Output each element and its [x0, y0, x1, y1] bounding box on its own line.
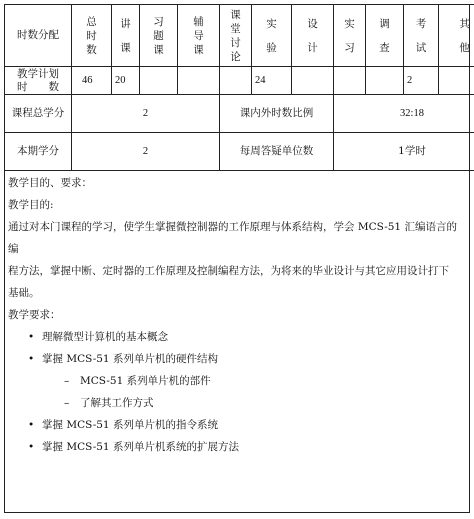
- bullet-icon: •: [28, 331, 35, 343]
- header-cell-allocation: [5, 5, 72, 67]
- goal-subheading: 教学目的:: [8, 199, 54, 211]
- header-char: 导: [193, 29, 204, 42]
- ratio-value: 32:18: [334, 95, 474, 133]
- bullet-icon: •: [28, 353, 35, 365]
- total-credits-value: 2: [72, 95, 220, 133]
- plan-cell-tutoring: [178, 67, 220, 95]
- header-char: 时: [86, 29, 97, 42]
- header-char: 讨: [230, 36, 241, 49]
- header-char: 查: [379, 41, 390, 54]
- list-item: [8, 370, 464, 392]
- header-char: 论: [230, 50, 241, 63]
- header-char: 实: [266, 17, 277, 30]
- total-credits-label: 课程总学分: [5, 95, 72, 133]
- header-char: 习: [344, 41, 355, 54]
- header-cell-practice: [334, 5, 366, 67]
- bullet-icon: •: [28, 441, 35, 453]
- plan-cell-exam: 2: [404, 67, 439, 95]
- plan-cell-discussion: [220, 67, 252, 95]
- plan-hours-label: [5, 67, 72, 95]
- header-char: 总: [86, 15, 97, 28]
- plan-cell-practice: [334, 67, 366, 95]
- plan-label-line: 时 数: [17, 80, 59, 93]
- plan-label-line: 教学计划: [17, 67, 59, 80]
- header-row: [5, 5, 474, 67]
- term-row: [5, 133, 474, 171]
- list-item-text: 掌握 MCS-51 系列单片机系统的扩展方法: [42, 441, 239, 453]
- list-item-text: 掌握 MCS-51 系列单片机的硬件结构: [42, 353, 218, 365]
- header-cell-design: [292, 5, 334, 67]
- header-cell-lecture: [112, 5, 140, 67]
- list-item-text: 理解微型计算机的基本概念: [42, 331, 168, 343]
- list-item: [8, 348, 464, 370]
- plan-cell-total: 46: [72, 67, 112, 95]
- header-char: 调: [379, 17, 390, 30]
- header-cell-total: [72, 5, 112, 67]
- header-char: 考: [415, 17, 427, 30]
- dash-icon: –: [64, 397, 70, 409]
- plan-cell-experiment: 24: [252, 67, 292, 95]
- header-char: 设: [307, 17, 318, 30]
- goal-text-line: 程方法，掌握中断、定时器的工作原理及控制编程方法，为将来的毕业设计与其它应用设计打下: [8, 265, 449, 277]
- ratio-label: 课内外时数比例: [220, 95, 334, 133]
- plan-cell-design: [292, 67, 334, 95]
- plan-cell-exercise: [140, 67, 178, 95]
- list-item: [8, 436, 464, 458]
- weekly-qa-value: 1学时: [334, 133, 474, 171]
- header-cell-exam: [404, 5, 439, 67]
- header-char: 数: [86, 43, 97, 56]
- header-cell-survey: [366, 5, 404, 67]
- term-credits-label: 本期学分: [5, 133, 72, 171]
- header-cell-experiment: [252, 5, 292, 67]
- list-item: [8, 392, 464, 414]
- goals-heading: 教学目的、要求：: [8, 177, 92, 189]
- header-char: 试: [415, 41, 427, 54]
- list-item-text: 了解其工作方式: [80, 397, 154, 409]
- header-cell-tutoring: [178, 5, 220, 67]
- list-item-text: MCS-51 系列单片机的部件: [80, 375, 211, 387]
- plan-cell-lecture: 20: [112, 67, 140, 95]
- course-description: [8, 172, 464, 458]
- list-item: [8, 414, 464, 436]
- dash-icon: –: [64, 375, 70, 387]
- header-char: 验: [266, 41, 277, 54]
- plan-cell-other: [439, 67, 474, 95]
- term-credits-value: 2: [72, 133, 220, 171]
- header-char: 题: [153, 29, 164, 42]
- requirements-list: [8, 326, 464, 458]
- plan-cell-survey: [366, 67, 404, 95]
- header-cell-exercise: [140, 5, 178, 67]
- header-char: 辅: [193, 15, 204, 28]
- header-char: 他: [459, 41, 470, 54]
- header-cell-other: [439, 5, 474, 67]
- header-char: 实: [344, 17, 355, 30]
- bullet-icon: •: [28, 419, 35, 431]
- goal-text-line: 通过对本门课程的学习，使学生掌握微控制器的工作原理与体系结构，学会 MCS-51 汇编语言的编: [8, 221, 457, 255]
- credits-row: [5, 95, 474, 133]
- header-char: 计: [307, 41, 318, 54]
- plan-hours-row: [5, 67, 474, 95]
- list-item-text: 掌握 MCS-51 系列单片机的指令系统: [42, 419, 218, 431]
- header-char: 习: [153, 15, 164, 28]
- goal-text-line: 基础。: [8, 287, 40, 299]
- header-char: 堂: [230, 22, 241, 35]
- header-char: 课: [153, 43, 164, 56]
- header-cell-discussion: [220, 5, 252, 67]
- hours-table: [4, 4, 474, 171]
- requirements-heading: 教学要求：: [8, 309, 61, 321]
- header-char: 其: [459, 17, 470, 30]
- header-char: 讲: [120, 17, 131, 30]
- header-label: 时数分配: [17, 29, 59, 41]
- header-char: 课: [230, 8, 241, 21]
- header-char: 课: [193, 43, 204, 56]
- list-item: [8, 326, 464, 348]
- header-char: 课: [120, 41, 131, 54]
- weekly-qa-label: 每周答疑单位数: [220, 133, 334, 171]
